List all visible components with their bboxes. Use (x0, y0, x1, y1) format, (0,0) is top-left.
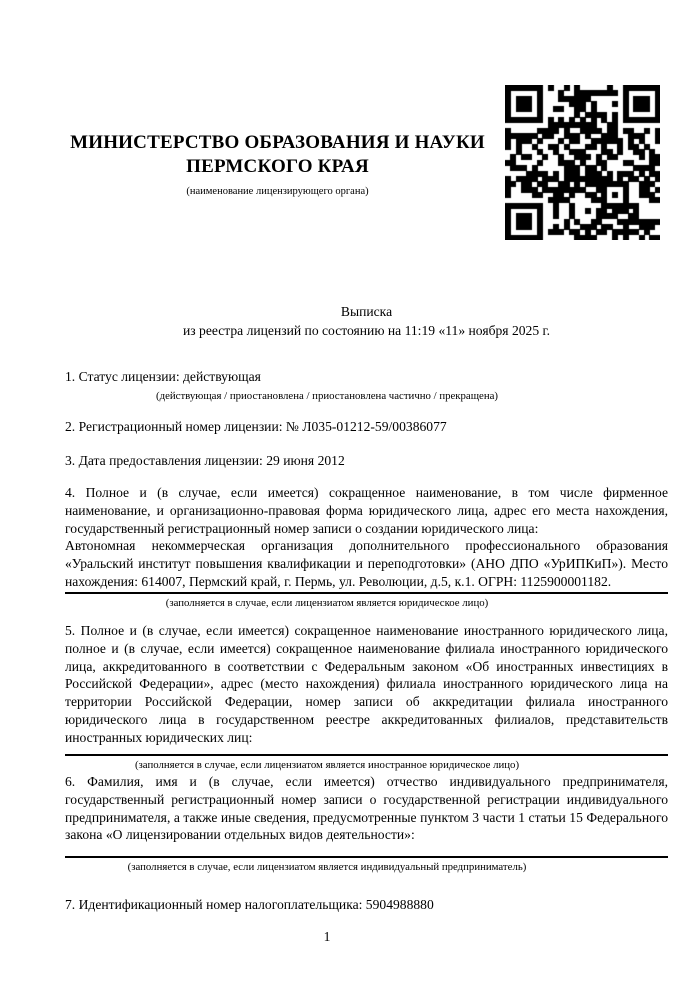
foreign-entity-caption: (заполняется в случае, если лицензиатом является иностранное юридическое лицо) (134, 758, 520, 771)
legal-entity-caption: (заполняется в случае, если лицензиатом является юридическое лицо) (165, 596, 489, 609)
separator-line (65, 592, 668, 594)
registration-number-text: 2. Регистрационный номер лицензии: № Л035-01212-59/00386077 (65, 419, 447, 434)
field-legal-entity (65, 484, 668, 610)
separator-line (65, 754, 668, 756)
field-individual-entrepreneur (65, 773, 668, 874)
taxpayer-number-text: 7. Идентификационный номер налогоплательщика: 5904988880 (65, 897, 434, 912)
grant-date-text: 3. Дата предоставления лицензии: 29 июня 2012 (65, 453, 345, 468)
individual-entrepreneur-caption: (заполняется в случае, если лицензиатом является индивидуальный предприниматель) (127, 861, 527, 874)
field-registration-number (65, 418, 668, 436)
licensing-authority-caption: (наименование лицензирующего органа) (186, 186, 369, 197)
foreign-entity-question: 5. Полное и (в случае, если имеется) сокращенное наименование иностранного юридического лица, полное и (в случае, если имеется) сокращенное наименование филиала иностранного юридического лица, аккредитованного в соответствии с Федеральным законом «Об иностранных инвестициях в Российской Федерации», адрес (место нахождения) филиала иностранного юридического лица на территории Российской Федерации, номер записи об аккредитации филиала иностранного юридического лица в государственном реестре аккредитованных филиалов, представительств иностранных юридических лиц: (65, 623, 668, 745)
title-line-registry-date: из реестра лицензий по состоянию на 11:19 «11» ноября 2025 г. (182, 323, 550, 338)
field-license-status (65, 368, 668, 403)
ministry-name-line1: МИНИСТЕРСТВО ОБРАЗОВАНИЯ И НАУКИ (70, 132, 485, 153)
title-line-extract: Выписка (340, 304, 393, 319)
legal-entity-question: 4. Полное и (в случае, если имеется) сокращенное наименование, в том числе фирменное наименование, и организационно-правовая форма юридического лица, адрес его места нахождения, государственный регистрационный номер записи о создании юридического лица: (65, 485, 668, 536)
field-grant-date (65, 452, 668, 470)
page-number: 1 (323, 929, 331, 944)
qr-code-icon (505, 85, 660, 240)
license-status-text: 1. Статус лицензии: действующая (65, 369, 261, 384)
individual-entrepreneur-question: 6. Фамилия, имя и (в случае, если имеется) отчество индивидуального предпринимателя, государственный регистрационный номер записи о государственной регистрации индивидуального предпринимателя, а также иные сведения, предусмотренные пунктом 3 части 1 статьи 15 Федерального закона «О лицензировании отдельных видов деятельности»: (65, 774, 668, 843)
ministry-name-line2: ПЕРМСКОГО КРАЯ (186, 156, 369, 177)
field-taxpayer-number (65, 896, 668, 914)
license-status-options-caption: (действующая / приостановлена / приостановлена частично / прекращена) (156, 389, 498, 402)
document-title (65, 302, 668, 340)
field-foreign-entity (65, 622, 668, 772)
legal-entity-answer: Автономная некоммерческая организация дополнительного профессионального образования «Уральский институт повышения квалификации и переподготовки» (АНО ДПО «УрИПКиП»). Место нахождения: 614007, Пермский край, г. Пермь, ул. Революции, д.5, к.1. ОГРН: 1125900001182. (65, 538, 668, 589)
separator-line (65, 856, 668, 858)
licensing-authority-header (65, 131, 490, 198)
